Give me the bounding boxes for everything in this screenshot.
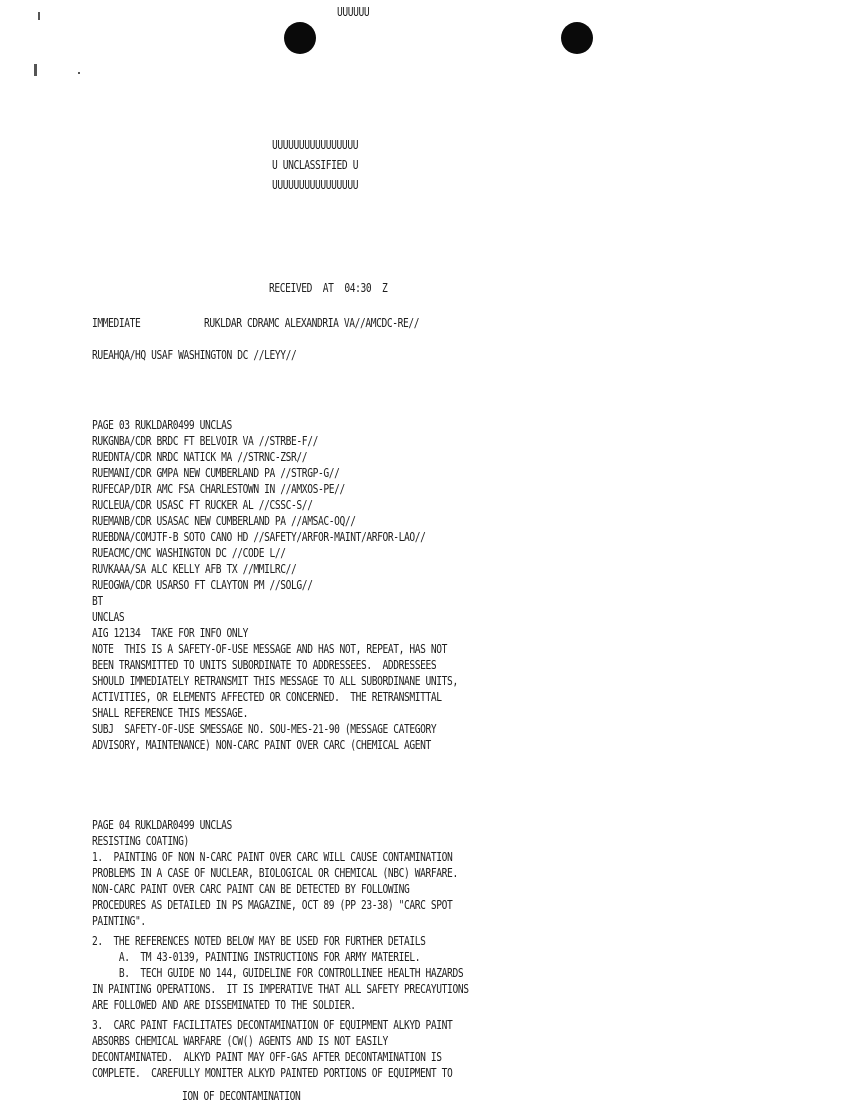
- message-line: PAINTING".: [92, 914, 146, 928]
- message-line: BT: [92, 594, 103, 608]
- message-line: ABSORBS CHEMICAL WARFARE (CW() AGENTS AND IS NOT EASILY: [92, 1034, 388, 1048]
- message-line: PROBLEMS IN A CASE OF NUCLEAR, BIOLOGICAL OR CHEMICAL (NBC) WARFARE.: [92, 866, 458, 880]
- addressee-line: RUEBDNA/COMJTF-B SOTO CANO HD //SAFETY/ARFOR-MAINT/ARFOR-LAO//: [92, 530, 426, 544]
- message-line: UNCLAS: [92, 610, 125, 624]
- to-line: RUEAHQA/HQ USAF WASHINGTON DC //LEYY//: [92, 348, 297, 362]
- page-3-header: PAGE 03 RUKLDAR0499 UNCLAS: [92, 418, 232, 432]
- scan-speck: [78, 72, 80, 74]
- addressee-line: RUKGNBA/CDR BRDC FT BELVOIR VA //STRBE-F//: [92, 434, 318, 448]
- addressee-line: RUEMANB/CDR USASAC NEW CUMBERLAND PA //AMSAC-OQ//: [92, 514, 356, 528]
- message-line: SHALL REFERENCE THIS MESSAGE.: [92, 706, 249, 720]
- punch-hole-right: [561, 22, 593, 54]
- addressee-line: RUEOGWA/CDR USARSO FT CLAYTON PM //SOLG//: [92, 578, 313, 592]
- addressee-line: RUVKAAA/SA ALC KELLY AFB TX //MMILRC//: [92, 562, 297, 576]
- classification-border-bottom: UUUUUUUUUUUUUUUU: [272, 178, 359, 192]
- from-line: RUKLDAR CDRAMC ALEXANDRIA VA//AMCDC-RE//: [204, 316, 420, 330]
- message-line: ADVISORY, MAINTENANCE) NON-CARC PAINT OVER CARC (CHEMICAL AGENT: [92, 738, 431, 752]
- message-line: SUBJ SAFETY-OF-USE SMESSAGE NO. SOU-MES-21-90 (MESSAGE CATEGORY: [92, 722, 437, 736]
- received-time: RECEIVED AT 04:30 Z: [269, 281, 388, 295]
- precedence: IMMEDIATE: [92, 316, 141, 330]
- message-line: 1. PAINTING OF NON N-CARC PAINT OVER CARC WILL CAUSE CONTAMINATION: [92, 850, 453, 864]
- classification-label: U UNCLASSIFIED U: [272, 158, 359, 172]
- message-line: IN PAINTING OPERATIONS. IT IS IMPERATIVE THAT ALL SAFETY PRECAYUTIONS: [92, 982, 469, 996]
- addressee-line: RUEDNTA/CDR NRDC NATICK MA //STRNC-ZSR//: [92, 450, 308, 464]
- message-line: ARE FOLLOWED AND ARE DISSEMINATED TO THE SOLDIER.: [92, 998, 356, 1012]
- message-line: B. TECH GUIDE NO 144, GUIDELINE FOR CONTROLLINEE HEALTH HAZARDS: [92, 966, 464, 980]
- message-line: DECONTAMINATED. ALKYD PAINT MAY OFF-GAS AFTER DECONTAMINATION IS: [92, 1050, 442, 1064]
- message-line: BEEN TRANSMITTED TO UNITS SUBORDINATE TO ADDRESSEES. ADDRESSEES: [92, 658, 437, 672]
- scan-speck: [38, 12, 40, 20]
- message-line: 3. CARC PAINT FACILITATES DECONTAMINATION OF EQUIPMENT ALKYD PAINT: [92, 1018, 453, 1032]
- message-line: RESISTING COATING): [92, 834, 189, 848]
- top-fragment: UUUUUU: [337, 5, 370, 19]
- message-line: AIG 12134 TAKE FOR INFO ONLY: [92, 626, 249, 640]
- addressee-line: RUCLEUA/CDR USASC FT RUCKER AL //CSSC-S//: [92, 498, 313, 512]
- message-line: A. TM 43-0139, PAINTING INSTRUCTIONS FOR ARMY MATERIEL.: [92, 950, 421, 964]
- punch-hole-left: [284, 22, 316, 54]
- message-line: ACTIVITIES, OR ELEMENTS AFFECTED OR CONCERNED. THE RETRANSMITTAL: [92, 690, 442, 704]
- addressee-line: RUEACMC/CMC WASHINGTON DC //CODE L//: [92, 546, 286, 560]
- message-line: PROCEDURES AS DETAILED IN PS MAGAZINE, OCT 89 (PP 23-38) "CARC SPOT: [92, 898, 453, 912]
- addressee-line: RUFECAP/DIR AMC FSA CHARLESTOWN IN //AMXOS-PE//: [92, 482, 345, 496]
- page-4-header: PAGE 04 RUKLDAR0499 UNCLAS: [92, 818, 232, 832]
- addressee-line: RUEMANI/CDR GMPA NEW CUMBERLAND PA //STRGP-G//: [92, 466, 340, 480]
- message-line: NON-CARC PAINT OVER CARC PAINT CAN BE DETECTED BY FOLLOWING: [92, 882, 410, 896]
- message-line: SHOULD IMMEDIATELY RETRANSMIT THIS MESSAGE TO ALL SUBORDINANE UNITS,: [92, 674, 458, 688]
- message-line: 2. THE REFERENCES NOTED BELOW MAY BE USED FOR FURTHER DETAILS: [92, 934, 426, 948]
- message-line: NOTE THIS IS A SAFETY-OF-USE MESSAGE AND HAS NOT, REPEAT, HAS NOT: [92, 642, 448, 656]
- cut-off-line: ION OF DECONTAMINATION: [182, 1089, 301, 1103]
- message-line: COMPLETE. CAREFULLY MONITER ALKYD PAINTED PORTIONS OF EQUIPMENT TO: [92, 1066, 453, 1080]
- scan-speck: [34, 64, 37, 76]
- classification-border-top: UUUUUUUUUUUUUUUU: [272, 138, 359, 152]
